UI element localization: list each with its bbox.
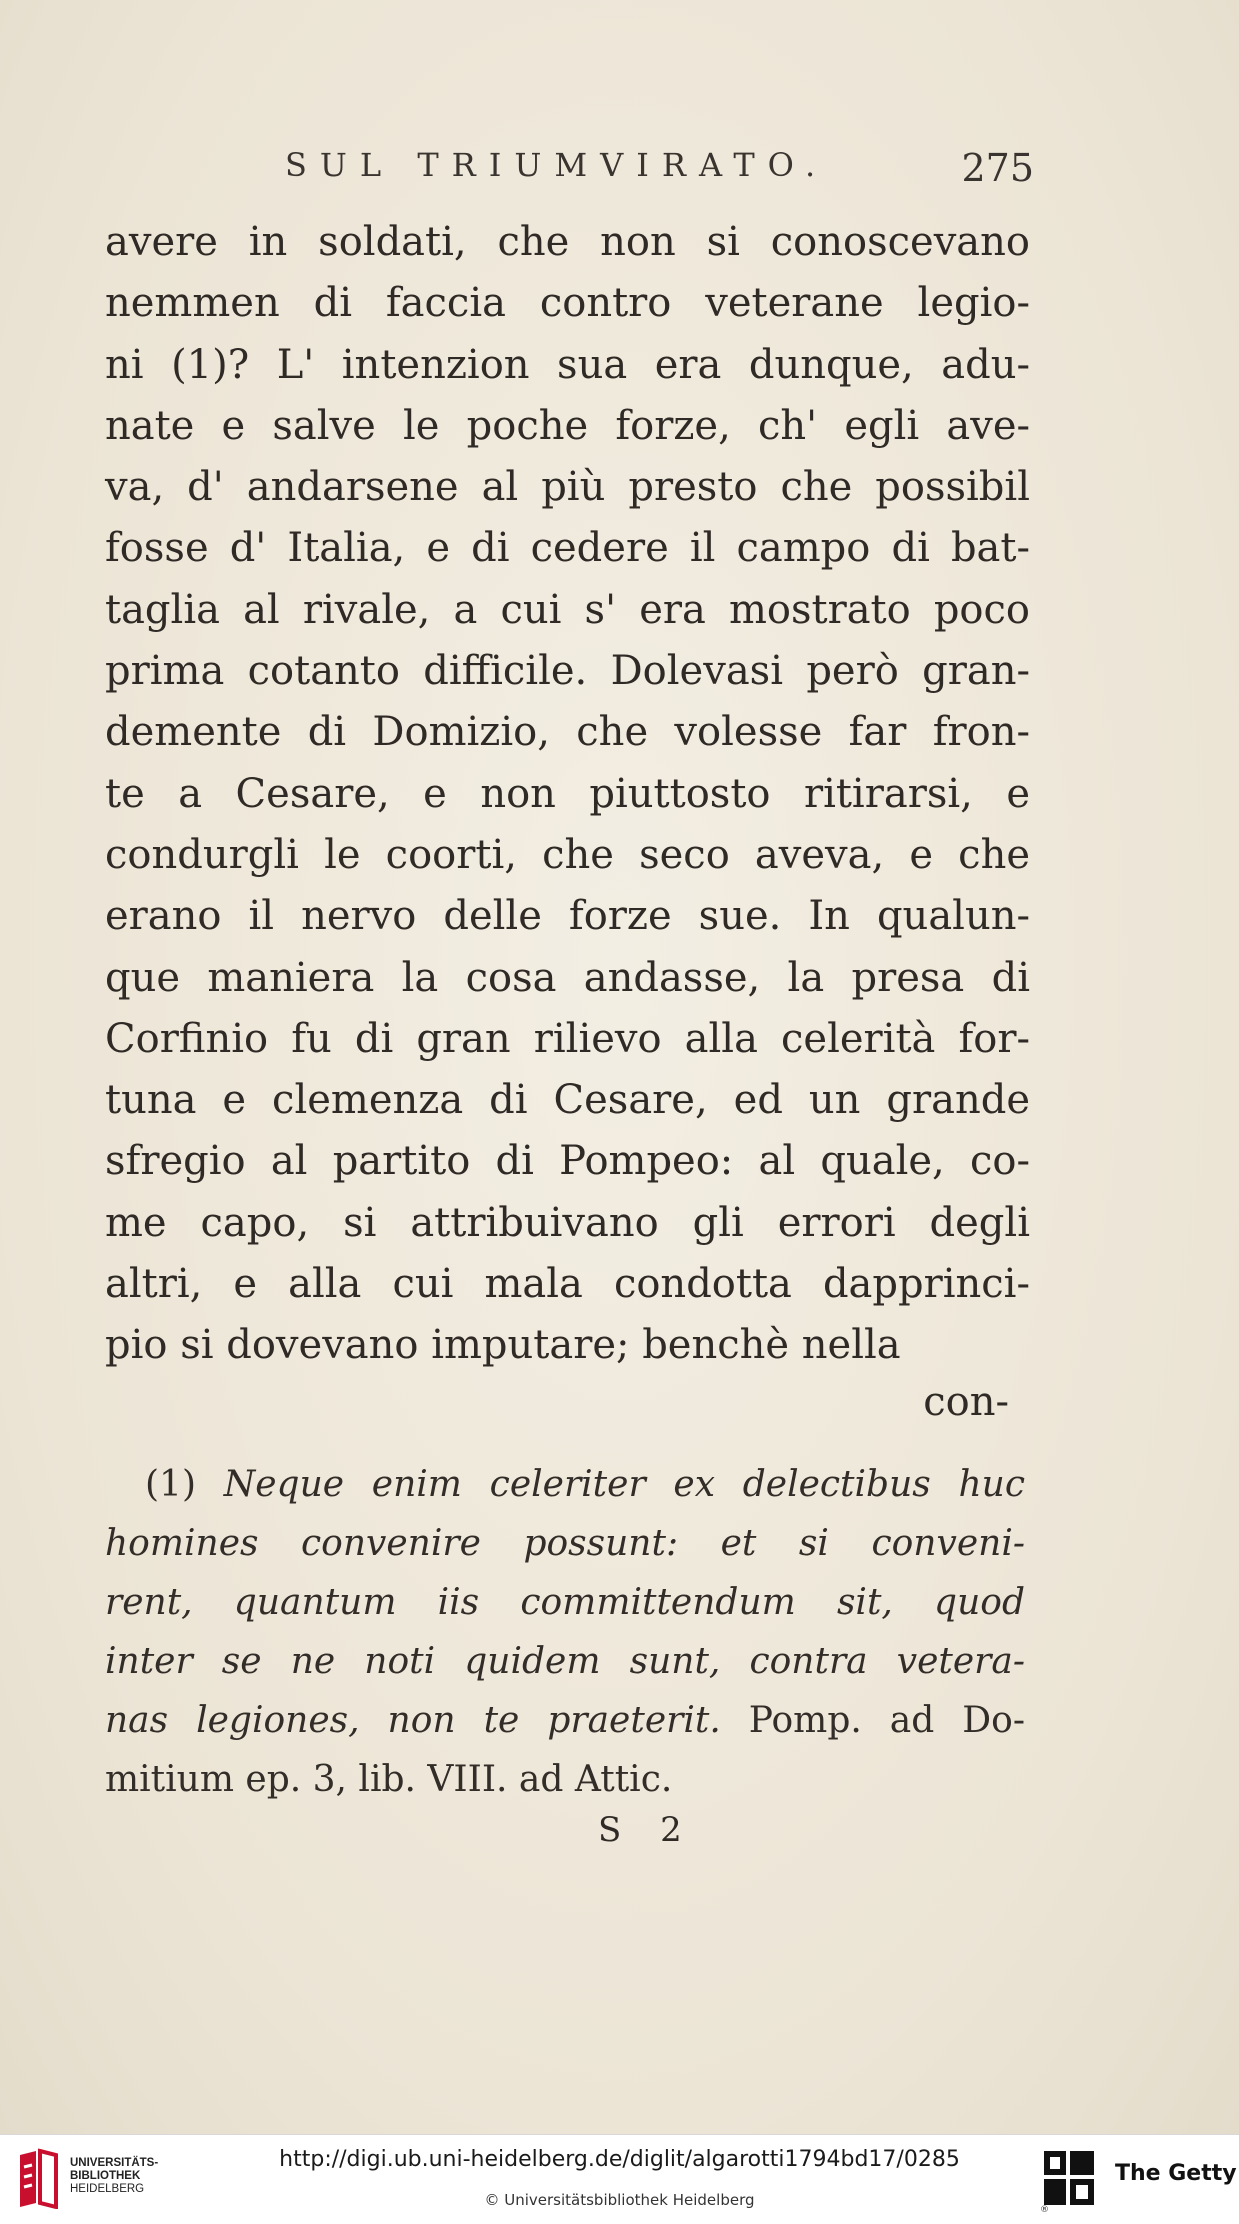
text-line: altri, e alla cui mala condotta dapprinci- — [105, 1261, 1030, 1308]
running-title: SUL TRIUMVIRATO. — [285, 146, 829, 184]
page-header — [285, 146, 1034, 196]
text-line: nemmen di faccia contro veterane legio- — [105, 280, 1030, 327]
footnote-line — [105, 1691, 1025, 1750]
text-line: prima cotanto difficile. Dolevasi però gran- — [105, 648, 1030, 695]
text-line: tuna e clemenza di Cesare, ed un grande — [105, 1077, 1030, 1124]
body-text — [105, 212, 1030, 1377]
permalink-url[interactable]: http://digi.ub.uni-heidelberg.de/diglit/algarotti1794bd17/0285 — [279, 2147, 960, 2172]
text-line: taglia al rivale, a cui s' era mostrato poco — [105, 586, 1030, 633]
text-line: va, d' andarsene al più presto che possibil — [105, 464, 1030, 511]
text-line: avere in soldati, che non si conoscevano — [105, 219, 1030, 265]
library-name-line: HEIDELBERG — [70, 2183, 145, 2195]
library-name-line: BIBLIOTHEK — [70, 2170, 141, 2182]
footnote-italic: inter se ne noti quidem sunt, contra vetera- — [105, 1641, 1025, 1682]
footnote — [105, 1455, 1025, 1809]
text-line: demente di Domizio, che volesse far fron- — [105, 709, 1030, 756]
footnote-line — [105, 1750, 1025, 1809]
text-line: condurgli le coorti, che seco aveva, e che — [105, 831, 1030, 878]
footnote-line — [105, 1514, 1025, 1573]
footnote-italic: homines convenire possunt: et si conveni- — [105, 1523, 1025, 1564]
library-name-line: UNIVERSITÄTS- — [70, 2157, 159, 2169]
copyright-notice: © Universitätsbibliothek Heidelberg — [484, 2191, 755, 2209]
footnote-line — [105, 1573, 1025, 1632]
text-line: te a Cesare, e non piuttosto ritirarsi, e — [105, 770, 1030, 817]
footnote-line — [105, 1455, 1025, 1514]
text-line: Corfinio fu di gran rilievo alla celerità for- — [105, 1015, 1030, 1062]
footnote-italic: rent, quantum iis committendum sit, quod — [105, 1582, 1025, 1623]
text-line: nate e salve le poche forze, ch' egli ave- — [105, 402, 1030, 449]
text-line: ni (1)? L' intenzion sua era dunque, adu- — [105, 341, 1030, 388]
signature-mark: S 2 — [598, 1810, 696, 1850]
footnote-roman: mitium ep. 3, lib. VIII. ad Attic. — [105, 1759, 673, 1800]
text-line: sfregio al partito di Pompeo: al quale, co- — [105, 1138, 1030, 1185]
footnote-line — [105, 1632, 1025, 1691]
page-number: 275 — [961, 146, 1034, 190]
text-line: fosse d' Italia, e di cedere il campo di bat- — [105, 525, 1030, 572]
text-line: erano il nervo delle forze sue. In qualun- — [105, 893, 1030, 940]
text-line: pio si dovevano imputare; benchè nella — [105, 1322, 901, 1369]
text-line: que maniera la cosa andasse, la presa di — [105, 954, 1030, 1001]
catchword: con- — [923, 1379, 1009, 1425]
registered-mark: ® — [1040, 2205, 1049, 2215]
footnote-italic: Neque enim celeriter ex delectibus huc — [223, 1464, 1026, 1505]
viewer-footer — [0, 2134, 1239, 2224]
footnote-roman: Pomp. ad Do- — [720, 1700, 1025, 1741]
footnote-mark: (1) — [145, 1464, 224, 1505]
partner-name: The Getty — [1115, 2161, 1237, 2186]
getty-logo-icon[interactable] — [1042, 2149, 1096, 2207]
text-line: me capo, si attribuivano gli errori degli — [105, 1199, 1030, 1246]
footnote-italic: nas legiones, non te praeterit. — [105, 1700, 721, 1741]
